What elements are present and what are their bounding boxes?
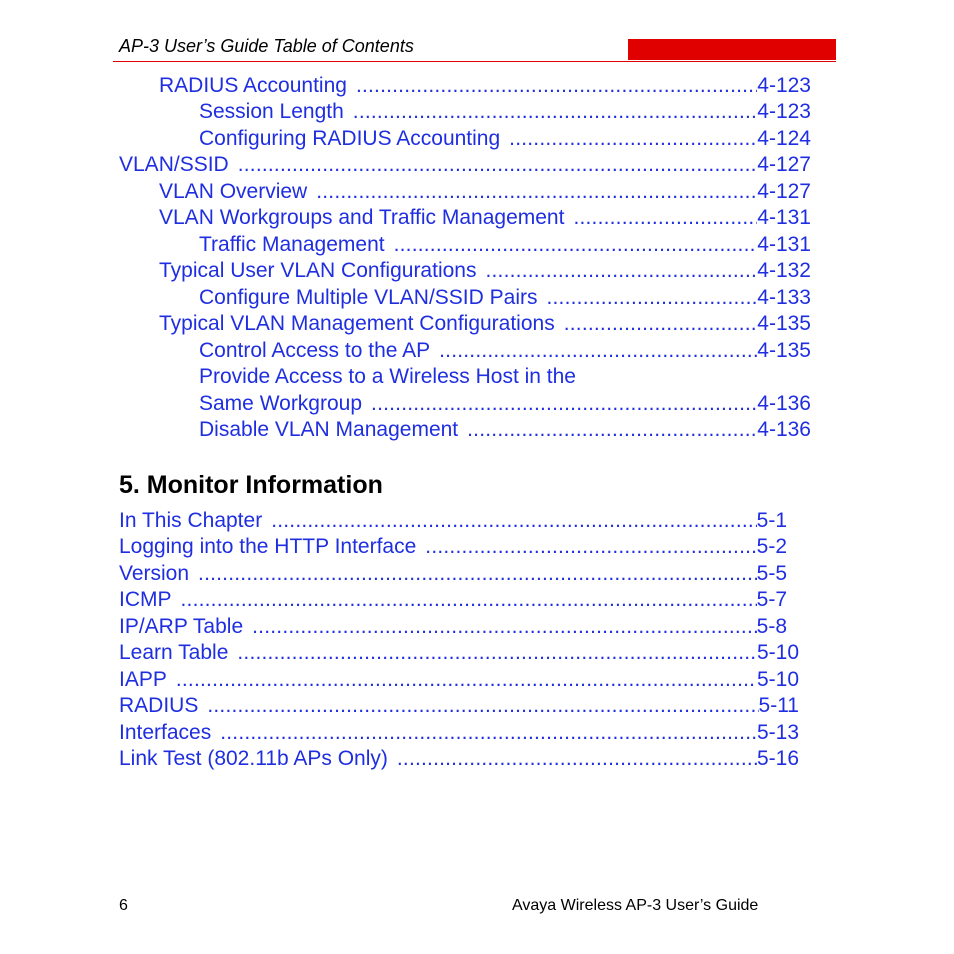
- toc-entry-page: 4-136: [757, 418, 811, 441]
- toc-entry-title: ICMP: [119, 588, 172, 611]
- toc-entry[interactable]: [199, 126, 811, 152]
- toc-entry-page: 5-10: [756, 668, 799, 691]
- toc-entry[interactable]: [119, 561, 787, 587]
- toc-entry-page: 4-124: [757, 127, 811, 150]
- toc-entry-title: Same Workgroup: [199, 392, 363, 415]
- toc-entry-page: 5-1: [756, 509, 787, 532]
- toc-entry-title: Configuring RADIUS Accounting: [199, 127, 501, 150]
- toc-entry[interactable]: [119, 614, 787, 640]
- toc-entry-title: Typical VLAN Management Configurations: [159, 312, 555, 335]
- toc-entry-title: Interfaces: [119, 721, 212, 744]
- toc-entry-title: Session Length: [199, 100, 344, 123]
- toc-entry-title: Link Test (802.11b APs Only): [119, 747, 388, 770]
- toc-entry-page: 5-13: [756, 721, 799, 744]
- header-rule: [113, 61, 836, 62]
- toc-entry-title: In This Chapter: [119, 509, 263, 532]
- toc-entry-title: RADIUS: [119, 694, 199, 717]
- toc-entry-page: 5-5: [756, 562, 787, 585]
- toc-dot-leader: [220, 720, 757, 746]
- toc-entry-title: Learn Table: [119, 641, 229, 664]
- footer-doc-title: Avaya Wireless AP-3 User’s Guide: [512, 897, 759, 914]
- toc-dot-leader: [207, 693, 758, 719]
- toc-entry[interactable]: [119, 746, 799, 772]
- toc-entry-page: 5-2: [756, 535, 787, 558]
- toc-entry-page: 5-8: [756, 615, 787, 638]
- toc-entry-title: Logging into the HTTP Interface: [119, 535, 417, 558]
- toc-dot-leader: [509, 126, 757, 152]
- toc-entry-wrapped-first-line[interactable]: [199, 364, 811, 390]
- header-title: AP-3 User’s Guide Table of Contents: [119, 36, 414, 56]
- toc-entry[interactable]: [159, 258, 811, 284]
- toc-entry[interactable]: [199, 99, 811, 125]
- toc-entry-title: Typical User VLAN Configurations: [159, 259, 477, 282]
- toc-dot-leader: [425, 534, 756, 560]
- toc-dot-leader: [397, 746, 757, 772]
- toc-dot-leader: [252, 614, 757, 640]
- toc-entry-page: 4-135: [757, 312, 811, 335]
- toc-entry[interactable]: [119, 534, 787, 560]
- toc-entry-page: 4-123: [757, 74, 811, 97]
- header-red-bar: [628, 39, 836, 60]
- toc-entry[interactable]: [119, 693, 799, 719]
- chapter-heading: 5. Monitor Information: [119, 471, 383, 499]
- toc-entry[interactable]: [119, 508, 787, 534]
- toc-entry-page: 4-127: [757, 153, 811, 176]
- footer-page-number: 6: [119, 897, 128, 914]
- toc-entry-page: 5-7: [756, 588, 787, 611]
- toc-entry-title: Control Access to the AP: [199, 339, 431, 362]
- toc-entry-title: Disable VLAN Management: [199, 418, 459, 441]
- toc-entry[interactable]: [159, 205, 811, 231]
- toc-dot-leader: [316, 179, 757, 205]
- toc-dot-leader: [467, 417, 757, 443]
- toc-entry-page: 4-127: [757, 180, 811, 203]
- toc-entry-title: Provide Access to a Wireless Host in the: [199, 365, 576, 388]
- toc-entry[interactable]: [199, 232, 811, 258]
- toc-entry[interactable]: [199, 391, 811, 417]
- toc-entry[interactable]: [199, 417, 811, 443]
- toc-entry-page: 4-132: [757, 259, 811, 282]
- toc-dot-leader: [353, 99, 758, 125]
- toc-entry[interactable]: [119, 152, 811, 178]
- toc-entry-page: 4-123: [757, 100, 811, 123]
- toc-dot-leader: [439, 338, 757, 364]
- toc-entry-title: IP/ARP Table: [119, 615, 244, 638]
- toc-entry[interactable]: [119, 640, 799, 666]
- toc-dot-leader: [176, 667, 757, 693]
- toc-entry-title: Version: [119, 562, 190, 585]
- toc-entry[interactable]: [119, 720, 799, 746]
- toc-entry-title: Configure Multiple VLAN/SSID Pairs: [199, 286, 538, 309]
- toc-entry[interactable]: [119, 667, 799, 693]
- toc-entry[interactable]: [119, 587, 787, 613]
- toc-dot-leader: [394, 232, 758, 258]
- toc-entry[interactable]: [159, 73, 811, 99]
- toc-entry-page: 5-11: [758, 694, 799, 717]
- toc-dot-leader: [271, 508, 756, 534]
- toc-entry-page: 4-136: [757, 392, 811, 415]
- toc-entry[interactable]: [159, 179, 811, 205]
- toc-entry-page: 4-131: [757, 206, 811, 229]
- toc-dot-leader: [371, 391, 757, 417]
- toc-entry[interactable]: [199, 338, 811, 364]
- toc-entry-page: 4-135: [757, 339, 811, 362]
- toc-entry[interactable]: [159, 311, 811, 337]
- toc-entry-title: IAPP: [119, 668, 167, 691]
- toc-dot-leader: [573, 205, 757, 231]
- toc-entry-page: 5-16: [756, 747, 799, 770]
- toc-dot-leader: [238, 152, 758, 178]
- toc-dot-leader: [237, 640, 757, 666]
- toc-dot-leader: [198, 561, 757, 587]
- toc-dot-leader: [564, 311, 758, 337]
- toc-entry-title: RADIUS Accounting: [159, 74, 347, 97]
- toc-entry-title: Traffic Management: [199, 233, 385, 256]
- toc-dot-leader: [485, 258, 757, 284]
- toc-entry-page: 4-131: [757, 233, 811, 256]
- toc-dot-leader: [181, 587, 757, 613]
- toc-dot-leader: [356, 73, 757, 99]
- toc-entry-page: 5-10: [756, 641, 799, 664]
- toc-entry-page: 4-133: [757, 286, 811, 309]
- toc-entry-title: VLAN Workgroups and Traffic Management: [159, 206, 565, 229]
- toc-dot-leader: [546, 285, 757, 311]
- toc-entry-title: VLAN Overview: [159, 180, 308, 203]
- toc-entry-title: VLAN/SSID: [119, 153, 229, 176]
- toc-entry[interactable]: [199, 285, 811, 311]
